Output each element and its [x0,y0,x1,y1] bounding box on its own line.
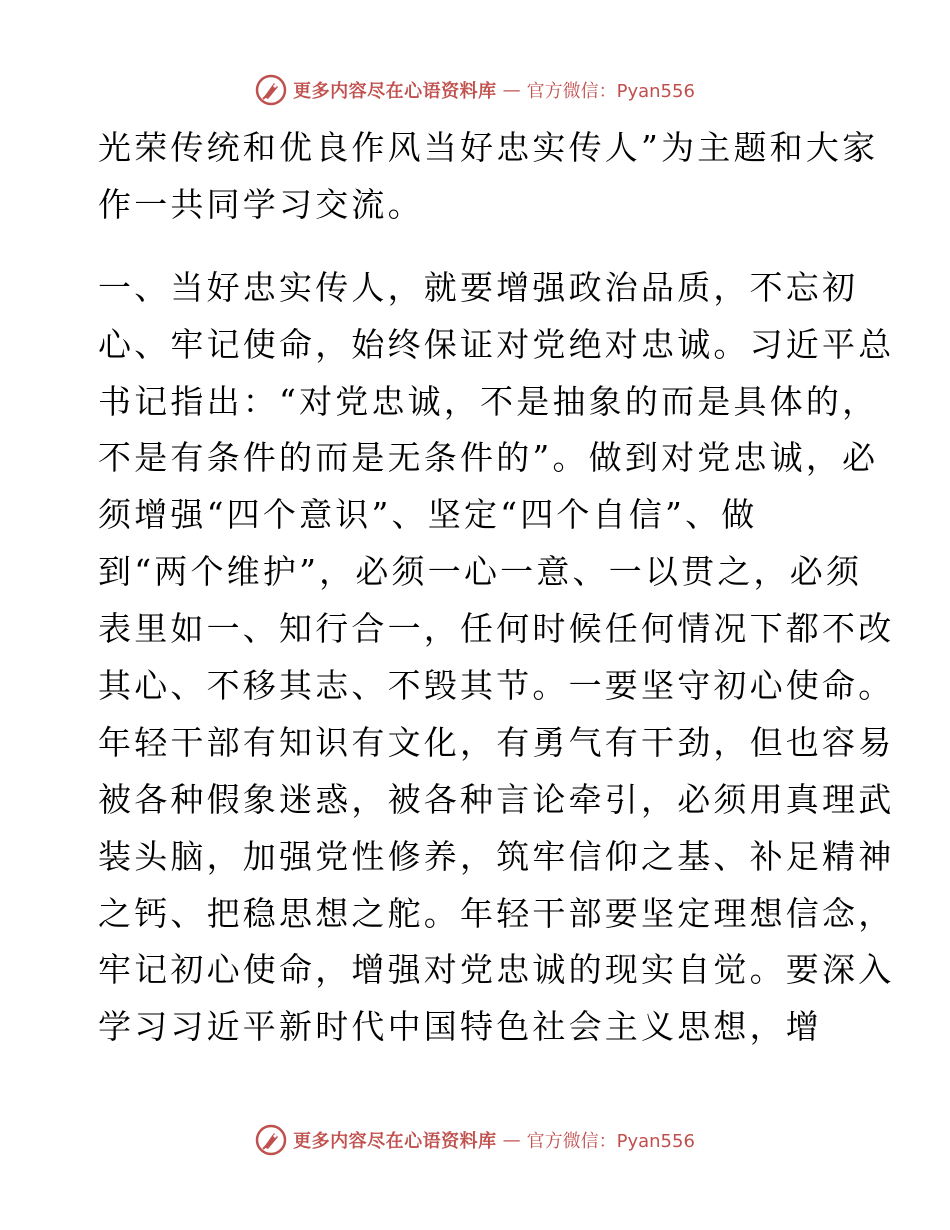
text-line: 光荣传统和优良作风当好忠实传人”为主题和大家 [98,128,879,167]
text-line: 心、牢记使命，始终保证对党绝对忠诚。习近平总 [98,324,895,364]
text-line: 不是有条件的而是无条件的”。做到对党忠诚，必 [98,438,879,478]
footer-watermark [0,1120,950,1160]
header-watermark [0,70,950,110]
text-line: 表里如一、知行合一，任何时候任何情况下都不改 [98,609,895,649]
watermark-separator: — [502,79,521,101]
text-line: 装头脑，加强党性修养，筑牢信仰之基、补足精神 [98,836,895,876]
text-line: 须增强“四个意识”、坚定“四个自信”、做 [98,495,758,535]
text-line: 一、当好忠实传人，就要增强政治品质，不忘初 [98,267,859,307]
text-line: 年轻干部有知识有文化，有勇气有干劲，但也容易 [98,722,895,762]
watermark-separator: — [502,1129,521,1151]
text-line: 牢记初心使命，增强对党忠诚的现实自觉。要深入 [98,950,895,990]
watermark-main-text: 更多内容尽在心语资料库 [293,1131,497,1152]
text-line: 被各种假象迷惑，被各种言论牵引，必须用真理武 [98,779,895,819]
watermark-contact: 官方微信：Pyan556 [526,81,695,102]
text-line: 其心、不移其志、不毁其节。一要坚守初心使命。 [98,666,895,706]
text-line: 书记指出：“对党忠诚，不是抽象的而是具体的， [98,381,879,421]
pen-nib-logo-icon [255,74,287,106]
text-line: 学习习近平新时代中国特色社会主义思想，增 [98,1007,822,1047]
watermark-main-text: 更多内容尽在心语资料库 [293,81,497,102]
text-line: 之钙、把稳思想之舵。年轻干部要坚定理想信念， [98,893,895,933]
text-line: 到“两个维护”，必须一心一意、一以贯之，必须 [98,552,863,592]
text-line: 作一共同学习交流。 [98,184,424,224]
pen-nib-logo-icon [255,1124,287,1156]
watermark-contact: 官方微信：Pyan556 [526,1131,695,1152]
document-body [98,120,895,1056]
